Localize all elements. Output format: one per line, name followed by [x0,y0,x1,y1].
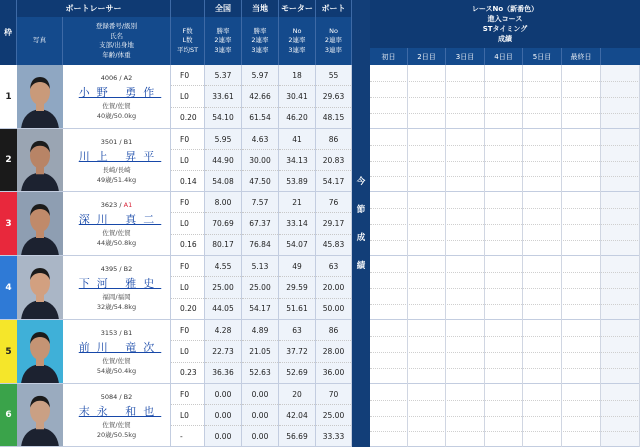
stat-cell: 25.00 [242,277,278,298]
stat-cell: 21.05 [242,341,278,362]
stat-cell: 36.36 [212,368,234,378]
results-cell [446,129,485,192]
stat-cell: 0.16 [180,240,197,250]
photo-header-label: 写真 [33,36,46,45]
racer-info [63,256,171,320]
results-cell [523,192,562,256]
motor-stats [279,129,316,192]
stat-cell: 20 [279,384,315,405]
results-cell [408,320,446,384]
reg-number: 3623 / [100,201,124,209]
stat-cell: 61.54 [249,113,271,123]
stat-cell: 0.00 [242,384,278,405]
day-header-1 [370,48,408,65]
info-header-line: 年齢/体重 [102,50,131,59]
stat-cell: 47.50 [249,176,271,186]
results-cell [601,256,640,320]
results-cell [370,192,408,256]
boat-stats [316,256,352,320]
fl-header-line: 平均ST [176,45,199,54]
fl-header-line: L数 [182,36,193,45]
registration [101,72,132,84]
results-cell [601,192,640,256]
fl-stats [171,320,205,384]
day-header-4 [485,48,523,65]
reg-number: 3153 / [100,329,124,337]
racer-info [63,320,171,384]
day-header-2 [408,48,446,65]
fl-stats [171,65,205,129]
boat-sub-header [316,17,352,65]
day-header-blank [601,48,640,65]
boat-header-label: ボート [321,4,346,13]
results-cell [370,65,408,129]
rate-header-line: 勝率 [216,26,230,35]
stat-cell: 51.61 [286,304,308,314]
racer-age-weight: 20歳/50.5kg [96,430,137,439]
no-header-line: 2連率 [324,36,343,45]
stat-cell: L0 [171,405,204,426]
racer-photo [17,256,63,320]
racer-photo [17,192,63,256]
results-header-line: 成績 [498,35,512,43]
info-header-line: 支部/出身地 [99,41,134,49]
reg-number: 4006 / [100,74,124,82]
racer-portrait-icon [17,320,63,384]
rate-header-line: 3連率 [214,45,232,54]
stat-cell: 44.90 [205,150,241,171]
day-label: 2日目 [417,52,436,61]
motor-stats [279,320,316,384]
rate-header-line: 2連率 [251,36,269,45]
konsetsu-char: 績 [356,260,366,271]
registration [101,136,132,148]
results-cell [601,65,640,129]
reg-number: 4395 / [100,265,124,273]
day-label: 4日目 [494,52,513,61]
stat-cell: L0 [171,277,204,298]
stat-cell: 37.72 [279,341,315,362]
info-header-line: 登録番号/級別 [95,22,138,30]
motor-sub-header [279,17,316,65]
touchi-stats [242,129,279,192]
stat-cell: 4.55 [205,256,241,277]
results-cell [408,384,446,447]
stat-cell: 29.63 [316,86,351,107]
boat-stats [316,192,352,256]
results-cell [446,320,485,384]
stat-cell: 0.14 [180,176,197,186]
results-row [370,65,640,129]
boat-stats [316,320,352,384]
stat-cell: 8.00 [205,192,241,213]
results-cell [370,320,408,384]
konsetsu-band [352,0,370,447]
stat-cell: 76.84 [249,240,271,250]
stat-cell: 54.10 [212,113,234,123]
waku-number-label: 5 [5,346,12,357]
stat-cell: F0 [171,129,204,150]
stat-cell: F0 [171,192,204,213]
fl-stats [171,256,205,320]
stat-cell: 0.00 [242,405,278,426]
results-row [370,384,640,447]
stat-cell: 42.66 [242,86,278,107]
racer-age-weight: 54歳/50.4kg [96,367,137,375]
racer-info [63,129,171,192]
racer-age-weight: 32歳/54.8kg [96,303,137,311]
racer-portrait-icon [17,65,63,129]
racer-branch: 長崎/長崎 [102,165,131,174]
stat-cell: 0.00 [205,405,241,426]
info-header [63,17,171,65]
stat-cell: 50.00 [322,304,345,314]
waku-number-label: 4 [5,282,12,293]
racer-name-link[interactable]: 小野 勇作 [78,86,162,99]
results-cell [523,256,562,320]
racer-name-link[interactable]: 前川 竜次 [78,341,162,354]
waku-header [0,0,17,65]
racer-age-weight: 49歳/51.4kg [96,175,137,184]
stat-cell: 33.61 [205,86,241,107]
stat-cell: 28.00 [316,341,351,362]
racer-class: B2 [123,265,133,273]
stat-cell: L0 [171,213,204,234]
stat-cell: 0.23 [180,368,197,378]
results-header [370,0,640,48]
blank-header [171,0,205,17]
motor-header-label: モーター [281,4,313,13]
stat-cell: 52.63 [249,368,271,378]
results-cell [408,65,446,129]
results-row [370,192,640,256]
stat-cell: 21 [279,192,315,213]
stat-cell: 5.13 [242,256,278,277]
fl-stats [171,192,205,256]
touchi-sub-header [242,17,279,65]
results-cell [485,320,523,384]
boat-racer-header [17,0,171,17]
racer-age-weight: 44歳/50.8kg [96,239,137,247]
stat-cell: 25.00 [205,277,241,298]
racer-name-link[interactable]: 深川 真二 [78,213,162,226]
stat-cell: 56.69 [286,431,308,441]
racer-photo [17,320,63,384]
stat-cell: 76 [316,192,351,213]
fl-header-line: F数 [182,26,193,35]
results-cell [523,65,562,129]
waku-number-label: 3 [5,218,12,229]
results-cell [562,320,601,384]
touchi-stats [242,256,279,320]
stat-cell: 86 [316,129,351,150]
results-cell [562,384,601,447]
day-label: 3日目 [455,52,475,61]
stat-cell: 29.17 [316,213,351,234]
stat-cell: F0 [171,256,204,277]
results-cell [446,256,485,320]
zenkoku-stats [205,384,242,447]
stat-cell: 54.07 [286,240,308,250]
results-header-line: STタイミング [482,25,528,33]
results-cell [523,129,562,192]
racer-class: A2 [123,74,133,82]
racer-branch: 佐賀/佐賀 [102,420,131,429]
results-cell [408,192,446,256]
stat-cell: 70 [316,384,351,405]
results-cell [408,129,446,192]
racer-info [63,384,171,447]
results-header-line: 進入コース [487,15,523,23]
stat-cell: 4.89 [242,320,278,341]
results-cell [485,384,523,447]
stat-cell: L0 [171,86,204,107]
konsetsu-char: 節 [356,204,366,215]
no-header-line: No [329,26,338,35]
stat-cell: 67.37 [242,213,278,234]
racer-name-link[interactable]: 末永 和也 [78,404,162,418]
stat-cell: 33.14 [279,213,315,234]
stat-cell: 44.05 [212,304,234,314]
results-cell [446,384,485,447]
results-cell [370,256,408,320]
boat-stats [316,65,352,129]
reg-number: 3501 / [100,137,124,146]
racer-branch: 福岡/福岡 [102,293,131,301]
reg-number: 5084 / [100,392,124,401]
stat-cell: 36.00 [322,368,345,378]
results-cell [485,65,523,129]
no-header-line: 2連率 [288,36,306,45]
motor-stats [279,192,316,256]
racer-portrait-icon [17,384,63,447]
waku-number [0,256,17,320]
day-header-5 [523,48,562,65]
racer-photo [17,129,63,192]
results-cell [446,65,485,129]
touchi-stats [242,192,279,256]
stat-cell: 20.83 [316,150,351,171]
results-cell [601,129,640,192]
racer-class: B1 [123,329,133,337]
stat-cell: 45.83 [322,240,345,250]
photo-header [17,17,63,65]
racer-portrait-icon [17,192,63,256]
no-header-line: No [292,26,302,35]
stat-cell: 54.17 [249,304,271,314]
waku-number [0,384,17,447]
registration [101,263,132,275]
boat-header [316,0,352,17]
registration [101,199,132,211]
stat-cell: 20.00 [316,277,351,298]
stat-cell: 54.08 [212,176,234,186]
stat-cell: 0.20 [180,113,197,123]
rate-header-line: 3連率 [251,45,269,54]
konsetsu-char: 今 [356,176,366,187]
results-cell [523,320,562,384]
stat-cell: 30.00 [242,150,278,171]
stat-cell: 42.04 [279,405,315,426]
results-row [370,129,640,192]
racer-age-weight: 40歳/50.0kg [96,112,137,120]
stat-cell: 63 [316,256,351,277]
results-cell [370,129,408,192]
zenkoku-stats [205,256,242,320]
racer-info [63,192,171,256]
stat-cell: - [180,431,183,441]
boat-stats [316,384,352,447]
day-label: 最終日 [570,52,592,61]
day-header-6 [562,48,601,65]
results-cell [370,384,408,447]
racer-branch: 佐賀/佐賀 [102,229,131,237]
touchi-header-label: 当地 [252,4,268,13]
touchi-stats [242,384,279,447]
stat-cell: 30.41 [279,86,315,107]
racer-name-link[interactable]: 下河 雅史 [78,277,162,290]
registration [101,327,132,339]
stat-cell: F0 [171,65,204,86]
stat-cell: 63 [279,320,315,341]
stat-cell: 4.28 [205,320,241,341]
waku-number [0,192,17,256]
results-cell [408,256,446,320]
results-cell [485,129,523,192]
stat-cell: F0 [171,384,204,405]
stat-cell: 55 [316,65,351,86]
racer-class: B1 [123,137,133,146]
touchi-header [242,0,279,17]
stat-cell: 41 [279,129,315,150]
stat-cell: 52.69 [286,368,308,378]
stat-cell: 33.33 [322,431,345,441]
touchi-stats [242,320,279,384]
rate-header-line: 勝率 [253,26,267,35]
rate-header-line: 2連率 [214,36,232,45]
stat-cell: 53.89 [286,176,308,186]
stat-cell: 70.69 [205,213,241,234]
stat-cell: L0 [171,150,204,171]
stat-cell: 29.59 [279,277,315,298]
stat-cell: 7.57 [242,192,278,213]
results-cell [562,65,601,129]
waku-number-label: 6 [5,410,12,420]
motor-stats [279,384,316,447]
stat-cell: 49 [279,256,315,277]
boat-stats [316,129,352,192]
zenkoku-sub-header [205,17,242,65]
boat-racer-header-label: ボートレーサー [65,4,122,13]
results-cell [485,192,523,256]
results-cell [562,256,601,320]
stat-cell: 5.37 [205,65,241,86]
stat-cell: 18 [279,65,315,86]
stat-cell: 25.00 [316,405,351,426]
no-header-line: 3連率 [324,45,343,54]
racer-photo [17,384,63,447]
results-cell [523,384,562,447]
stat-cell: 54.17 [322,176,345,186]
waku-number-label: 1 [5,91,12,102]
racer-name-link[interactable]: 川上 昇平 [78,149,162,163]
results-header-line: レースNo（新番色） [471,5,539,13]
stat-cell: 80.17 [212,240,234,250]
stat-cell: 34.13 [279,150,315,171]
waku-number [0,129,17,192]
results-cell [485,256,523,320]
stat-cell: 48.15 [322,113,345,123]
stat-cell: 4.63 [242,129,278,150]
waku-number-label: 2 [5,155,12,165]
day-header-3 [446,48,485,65]
racer-branch: 佐賀/佐賀 [102,357,131,365]
stat-cell: 0.20 [180,304,197,314]
results-cell [562,129,601,192]
zenkoku-stats [205,65,242,129]
waku-number [0,65,17,129]
zenkoku-stats [205,192,242,256]
stat-cell: 86 [316,320,351,341]
racer-class: B2 [123,392,133,401]
racer-info [63,65,171,129]
no-header-line: 3連率 [288,45,306,54]
motor-header [279,0,316,17]
racer-class: A1 [123,201,133,209]
racer-branch: 佐賀/佐賀 [102,102,131,110]
stat-cell: 22.73 [205,341,241,362]
waku-header-label: 枠 [4,28,12,37]
stat-cell: 0.00 [205,384,241,405]
day-label: 5日目 [532,52,552,61]
fl-stats [171,129,205,192]
registration [101,391,132,403]
fl-stats [171,384,205,447]
zenkoku-header-label: 全国 [215,4,231,13]
results-cell [601,320,640,384]
waku-number [0,320,17,384]
day-label: 初日 [381,52,396,61]
results-row [370,256,640,320]
stat-cell: 5.97 [242,65,278,86]
stat-cell: 0.00 [251,431,269,441]
stat-cell: 0.00 [214,431,232,441]
results-cell [446,192,485,256]
info-header-line: 氏名 [110,31,123,40]
racer-portrait-icon [17,256,63,320]
racer-photo [17,65,63,129]
zenkoku-header [205,0,242,17]
motor-stats [279,65,316,129]
results-cell [601,384,640,447]
konsetsu-char: 成 [356,232,366,243]
stat-cell: 5.95 [205,129,241,150]
racer-portrait-icon [17,129,63,192]
zenkoku-stats [205,320,242,384]
stat-cell: 46.20 [286,113,308,123]
touchi-stats [242,65,279,129]
stat-cell: L0 [171,341,204,362]
results-cell [562,192,601,256]
zenkoku-stats [205,129,242,192]
motor-stats [279,256,316,320]
results-row [370,320,640,384]
fl-header [171,17,205,65]
stat-cell: F0 [171,320,204,341]
